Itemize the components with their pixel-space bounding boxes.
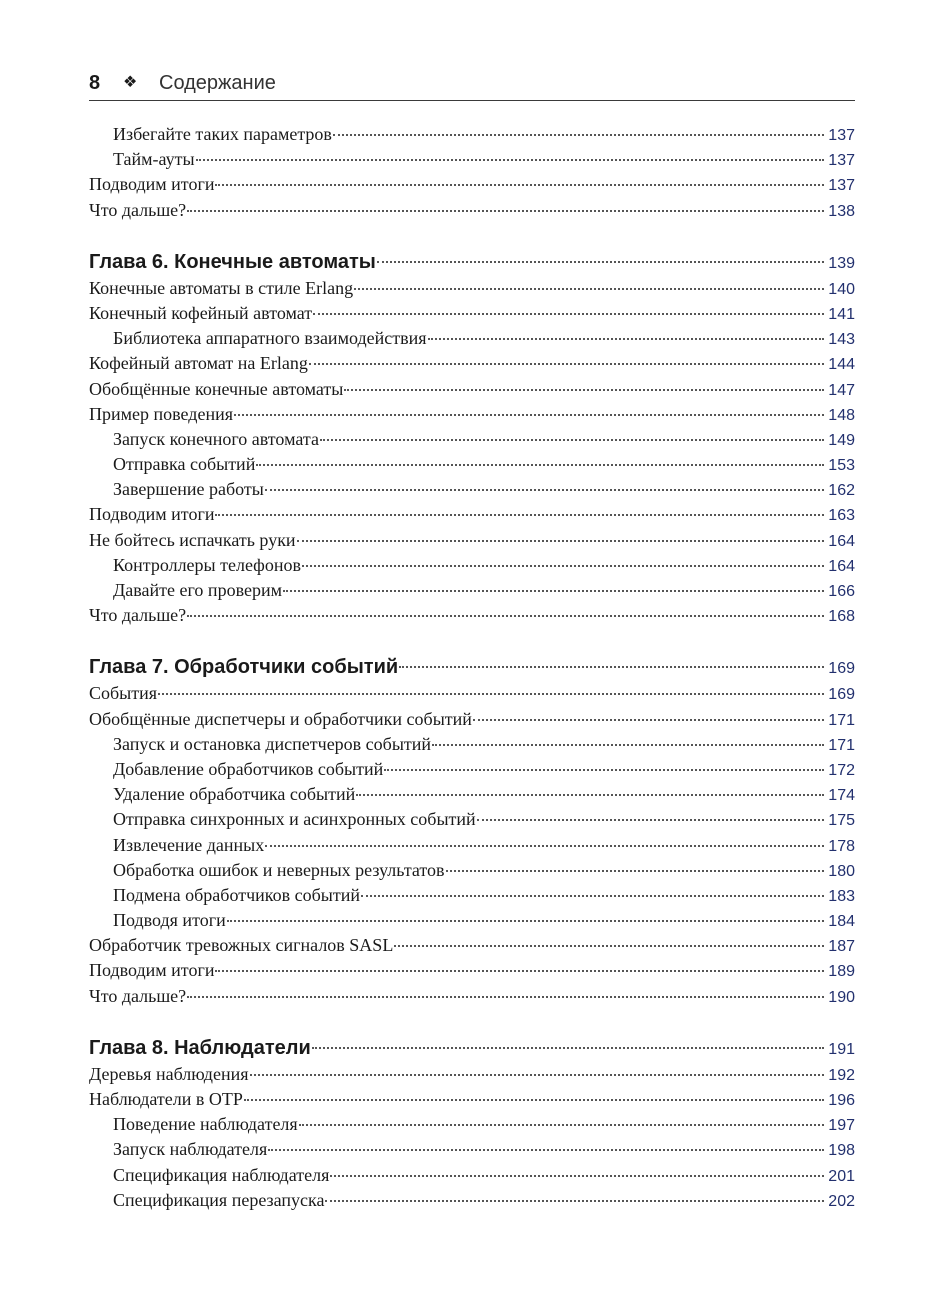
toc-entry-title: Пример поведения: [89, 403, 233, 424]
toc-page-number: 143: [828, 331, 855, 349]
toc-page-number: 147: [828, 381, 855, 399]
toc-subsection-row[interactable]: [89, 807, 855, 832]
toc-page-number: 202: [828, 1192, 855, 1210]
dot-leader: [227, 920, 824, 922]
toc-entry-title: Завершение работы: [113, 479, 264, 500]
toc-page-number: 144: [828, 356, 855, 374]
toc-section-row[interactable]: [89, 681, 855, 706]
dot-leader: [432, 744, 824, 746]
toc-entry-title: Деревья наблюдения: [89, 1063, 249, 1084]
toc-section-row[interactable]: [89, 984, 855, 1009]
dot-leader: [250, 1074, 824, 1076]
chapter-spacer: [89, 1009, 855, 1034]
toc-page-number: 141: [828, 305, 855, 323]
toc-subsection-row[interactable]: [89, 427, 855, 452]
toc-chapter-row[interactable]: [89, 653, 855, 681]
toc-page-number: 187: [828, 938, 855, 956]
dot-leader: [361, 895, 824, 897]
dot-leader: [234, 414, 824, 416]
dot-leader: [344, 389, 824, 391]
toc-entry-title: Запуск наблюдателя: [113, 1139, 268, 1160]
toc-subsection-row[interactable]: [89, 1188, 855, 1213]
toc-page-number: 196: [828, 1092, 855, 1109]
toc-entry-title: Глава 7. Обработчики событий: [89, 656, 399, 679]
dot-leader: [265, 845, 824, 847]
toc-page-number: 137: [828, 152, 855, 170]
toc-entry-title: Подводим итоги: [89, 504, 215, 525]
toc-entry-title: Обобщённые диспетчеры и обработчики событий: [89, 708, 472, 729]
toc-section-row[interactable]: [89, 528, 855, 553]
toc-page-number: 189: [828, 963, 855, 981]
toc-section-row[interactable]: [89, 377, 855, 402]
dot-leader: [384, 769, 824, 771]
dot-leader: [244, 1099, 824, 1101]
dot-leader: [215, 514, 824, 516]
dot-leader: [215, 970, 824, 972]
dot-leader: [215, 184, 824, 186]
toc-page-number: 172: [828, 761, 855, 779]
toc-entry-title: Давайте его проверим: [113, 580, 282, 600]
toc-entry-title: Конечные автоматы в стиле Erlang: [89, 277, 354, 298]
toc-page-number: 180: [828, 862, 855, 880]
toc-page-number: 137: [828, 127, 855, 144]
toc-page-number: 198: [828, 1142, 855, 1160]
toc-entry-title: Извлечение данных: [113, 834, 265, 855]
toc-section-row[interactable]: [89, 198, 855, 223]
toc-chapter-row[interactable]: [89, 1034, 855, 1062]
toc-page-number: 169: [828, 660, 855, 678]
dot-leader: [446, 870, 824, 872]
toc-page-number: 139: [828, 254, 855, 272]
page-number: 8: [89, 72, 101, 94]
toc-subsection-row[interactable]: [89, 147, 855, 172]
toc-subsection-row[interactable]: [89, 578, 855, 603]
toc-entry-title: Подводим итоги: [89, 174, 215, 195]
running-header-title: Содержание: [159, 72, 276, 94]
toc-entry-title: Избегайте таких параметров: [113, 124, 332, 144]
toc-subsection-row[interactable]: [89, 908, 855, 933]
toc-page-number: 171: [828, 736, 855, 754]
chapter-spacer: [89, 628, 855, 653]
toc-page-number: 140: [828, 280, 855, 298]
toc-entry-title: Конечный кофейный автомат: [89, 302, 313, 323]
toc-page-number: 164: [828, 557, 855, 575]
toc-entry-title: Что дальше?: [89, 985, 187, 1006]
dot-leader: [196, 159, 824, 161]
toc-subsection-row[interactable]: [89, 452, 855, 477]
toc-page-number: 191: [828, 1040, 855, 1058]
dot-leader: [158, 693, 824, 695]
dot-leader: [333, 134, 824, 136]
toc-page-number: 175: [828, 812, 855, 830]
toc-page-number: 148: [828, 406, 855, 424]
toc-subsection-row[interactable]: [89, 326, 855, 351]
toc-section-row[interactable]: [89, 276, 855, 301]
toc-entry-title: Поведение наблюдателя: [113, 1114, 298, 1135]
toc-entry-title: Не бойтесь испачкать руки: [89, 529, 296, 550]
dot-leader: [302, 565, 824, 567]
dot-leader: [313, 313, 824, 315]
toc-entry-title: Обработчик тревожных сигналов SASL: [89, 935, 394, 956]
dot-leader: [320, 439, 824, 441]
toc-section-row[interactable]: [89, 958, 855, 983]
toc-page-number: 137: [828, 177, 855, 195]
toc-page-number: 174: [828, 787, 855, 805]
toc-entry-title: События: [89, 683, 158, 704]
dot-leader: [283, 590, 824, 592]
dot-leader: [354, 288, 824, 290]
toc-entry-title: Подводим итоги: [89, 960, 215, 981]
toc-entry-title: Тайм-ауты: [113, 149, 195, 170]
dot-leader: [268, 1149, 824, 1151]
dot-leader: [187, 615, 824, 617]
dot-leader: [356, 794, 824, 796]
dot-leader: [187, 210, 824, 212]
running-header: [89, 71, 855, 101]
toc-section-row[interactable]: [89, 301, 855, 326]
toc-entry-title: Подмена обработчиков событий: [113, 884, 360, 905]
dot-leader: [330, 1175, 824, 1177]
dot-leader: [477, 819, 824, 821]
toc-page-number: 190: [828, 988, 855, 1006]
toc-subsection-row[interactable]: [89, 1112, 855, 1137]
toc-section-row[interactable]: [89, 707, 855, 732]
toc-entry-title: Отправка синхронных и асинхронных событий: [113, 809, 476, 830]
toc-page-number: 164: [828, 532, 855, 550]
toc-entry-title: Спецификация перезапуска: [113, 1189, 325, 1210]
dot-leader: [312, 1047, 824, 1049]
toc-entry-title: Удаление обработчика событий: [113, 784, 356, 805]
toc-page-number: 169: [828, 686, 855, 704]
toc-entry-title: Добавление обработчиков событий: [113, 758, 384, 779]
toc-page-number: 138: [828, 202, 855, 220]
toc-page-number: 178: [828, 837, 855, 855]
dot-leader: [256, 464, 824, 466]
dot-leader: [187, 996, 824, 998]
dot-leader: [299, 1124, 824, 1126]
toc-page-number: 184: [828, 913, 855, 931]
dot-leader: [377, 261, 824, 263]
toc-entry-title: Запуск и остановка диспетчеров событий: [113, 733, 432, 754]
toc-entry-title: Спецификация наблюдателя: [113, 1164, 330, 1185]
dot-leader: [394, 945, 824, 947]
toc-subsection-row[interactable]: [89, 122, 855, 147]
chapter-spacer: [89, 223, 855, 248]
dot-leader: [428, 338, 825, 340]
toc-subsection-row[interactable]: [89, 477, 855, 502]
toc-entry-title: Запуск конечного автомата: [113, 428, 319, 449]
dot-leader: [297, 540, 824, 542]
toc-section-row[interactable]: [89, 351, 855, 376]
ornament-icon: ❖: [123, 74, 138, 91]
toc-entry-title: Библиотека аппаратного взаимодействия: [113, 328, 427, 349]
table-of-contents: [89, 122, 855, 1213]
toc-subsection-row[interactable]: [89, 1137, 855, 1162]
toc-page-number: 192: [828, 1066, 855, 1084]
toc-entry-title: Наблюдатели в OTP: [89, 1089, 243, 1109]
dot-leader: [325, 1200, 824, 1202]
toc-entry-title: Подводя итоги: [113, 910, 226, 931]
toc-page-number: 197: [828, 1117, 855, 1135]
dot-leader: [399, 666, 824, 668]
toc-chapter-row[interactable]: [89, 248, 855, 276]
toc-page-number: 183: [828, 887, 855, 905]
toc-entry-title: Что дальше?: [89, 199, 187, 220]
toc-section-row[interactable]: [89, 1062, 855, 1087]
toc-subsection-row[interactable]: [89, 782, 855, 807]
toc-page-number: 171: [828, 711, 855, 729]
toc-page-number: 149: [828, 431, 855, 449]
toc-entry-title: Контроллеры телефонов: [113, 554, 301, 575]
toc-page-number: 168: [828, 608, 855, 626]
toc-subsection-row[interactable]: [89, 858, 855, 883]
toc-page-number: 201: [828, 1167, 855, 1185]
toc-subsection-row[interactable]: [89, 883, 855, 908]
toc-page-number: 162: [828, 482, 855, 500]
toc-entry-title: Глава 6. Конечные автоматы: [89, 250, 376, 273]
toc-page-number: 153: [828, 457, 855, 475]
dot-leader: [473, 719, 824, 721]
toc-subsection-row[interactable]: [89, 757, 855, 782]
toc-section-row[interactable]: [89, 402, 855, 427]
toc-subsection-row[interactable]: [89, 732, 855, 757]
toc-section-row[interactable]: [89, 933, 855, 958]
toc-entry-title: Кофейный автомат на Erlang: [89, 353, 308, 374]
toc-entry-title: Что дальше?: [89, 605, 187, 626]
toc-entry-title: Обобщённые конечные автоматы: [89, 378, 344, 399]
toc-entry-title: Отправка событий: [113, 454, 256, 475]
toc-subsection-row[interactable]: [89, 833, 855, 858]
toc-page-number: 166: [828, 583, 855, 600]
toc-section-row[interactable]: [89, 502, 855, 527]
toc-subsection-row[interactable]: [89, 553, 855, 578]
toc-subsection-row[interactable]: [89, 1163, 855, 1188]
toc-section-row[interactable]: [89, 1087, 855, 1112]
dot-leader: [265, 489, 824, 491]
toc-section-row[interactable]: [89, 172, 855, 197]
toc-entry-title: Обработка ошибок и неверных результатов: [113, 859, 445, 880]
toc-entry-title: Глава 8. Наблюдатели: [89, 1036, 311, 1059]
toc-page-number: 163: [828, 507, 855, 525]
dot-leader: [309, 363, 824, 365]
toc-section-row[interactable]: [89, 603, 855, 628]
